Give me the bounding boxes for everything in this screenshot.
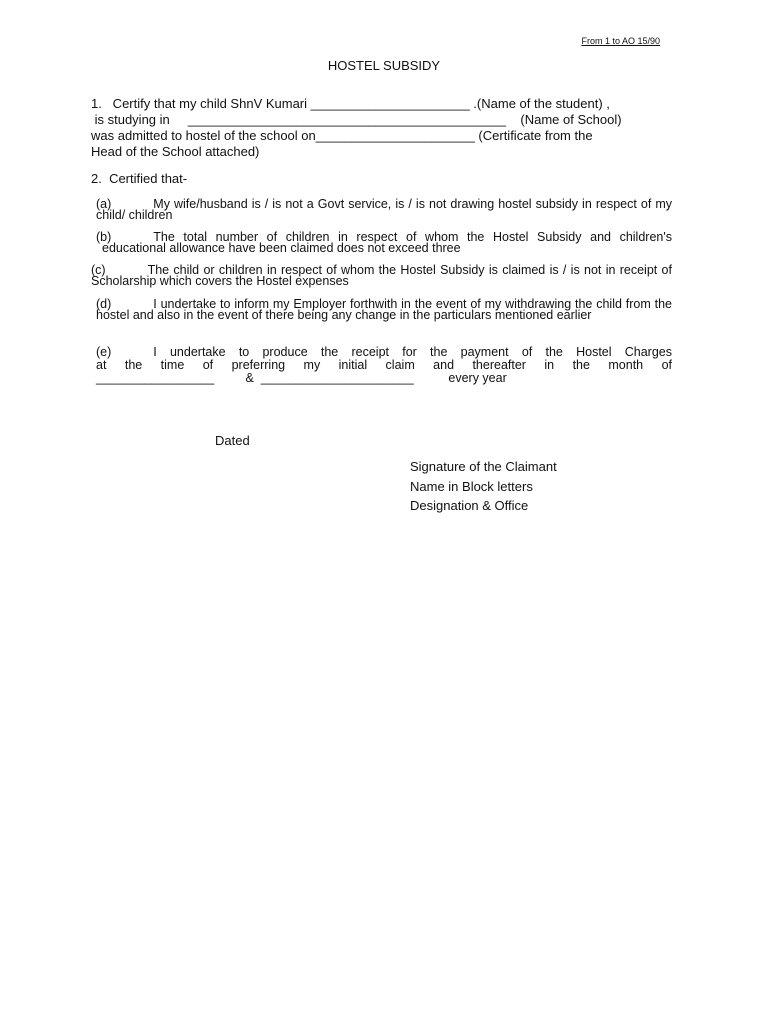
item-e [96,346,672,385]
item-d-text: I undertake to inform my Employer forthwith in the event of my withdrawing the child from the hostel and also in the event of there being any change in the particulars mentioned earlier [96,297,672,322]
item-b [96,232,672,254]
certification-paragraph-1 [91,96,673,160]
item-a-label: (a) [96,197,112,211]
item-a-text: My wife/husband is / is not a Govt service, is / is not drawing hostel subsidy in respect of my child/ children [96,197,672,222]
item-c [91,265,672,287]
item-b-line2: educational allowance have been claimed does not exceed three [102,241,461,255]
item-b-line1: The total number of children in respect of whom the Hostel Subsidy and children's [153,230,672,244]
designation-label: Designation & Office [410,498,529,513]
item-c-label: (c) [91,263,106,277]
form-reference: From 1 to AO 15/90 [581,36,660,46]
item-e-line2: at the time of preferring my initial claim and thereafter in the month of [96,358,672,372]
item-c-text: The child or children in respect of whom the Hostel Subsidy is claimed is / is not in receipt of Scholarship which covers the Hostel expenses [91,263,672,288]
dated-label: Dated [215,433,250,448]
item-d-label: (d) [96,297,112,311]
certified-that-heading: 2. Certified that- [91,171,188,186]
para1-line2: is studying in ____________________________________________ (Name of School) [91,112,622,127]
para1-line4: Head of the School attached) [91,144,260,159]
para1-line1: 1. Certify that my child ShnV Kumari ______________________ .(Name of the student) , [91,96,610,111]
item-e-line1: I undertake to produce the receipt for the payment of the Hostel Charges [153,345,672,359]
form-title: HOSTEL SUBSIDY [327,58,441,73]
para1-line3: was admitted to hostel of the school on______________________ (Certificate from the [91,128,593,143]
item-e-line3: _________________ & ______________________ every year [96,371,507,385]
item-e-label: (e) [96,345,112,359]
item-a [96,199,672,221]
item-d [96,299,672,321]
item-b-label: (b) [96,230,112,244]
signature-label: Signature of the Claimant [410,459,557,474]
name-label: Name in Block letters [410,479,533,494]
